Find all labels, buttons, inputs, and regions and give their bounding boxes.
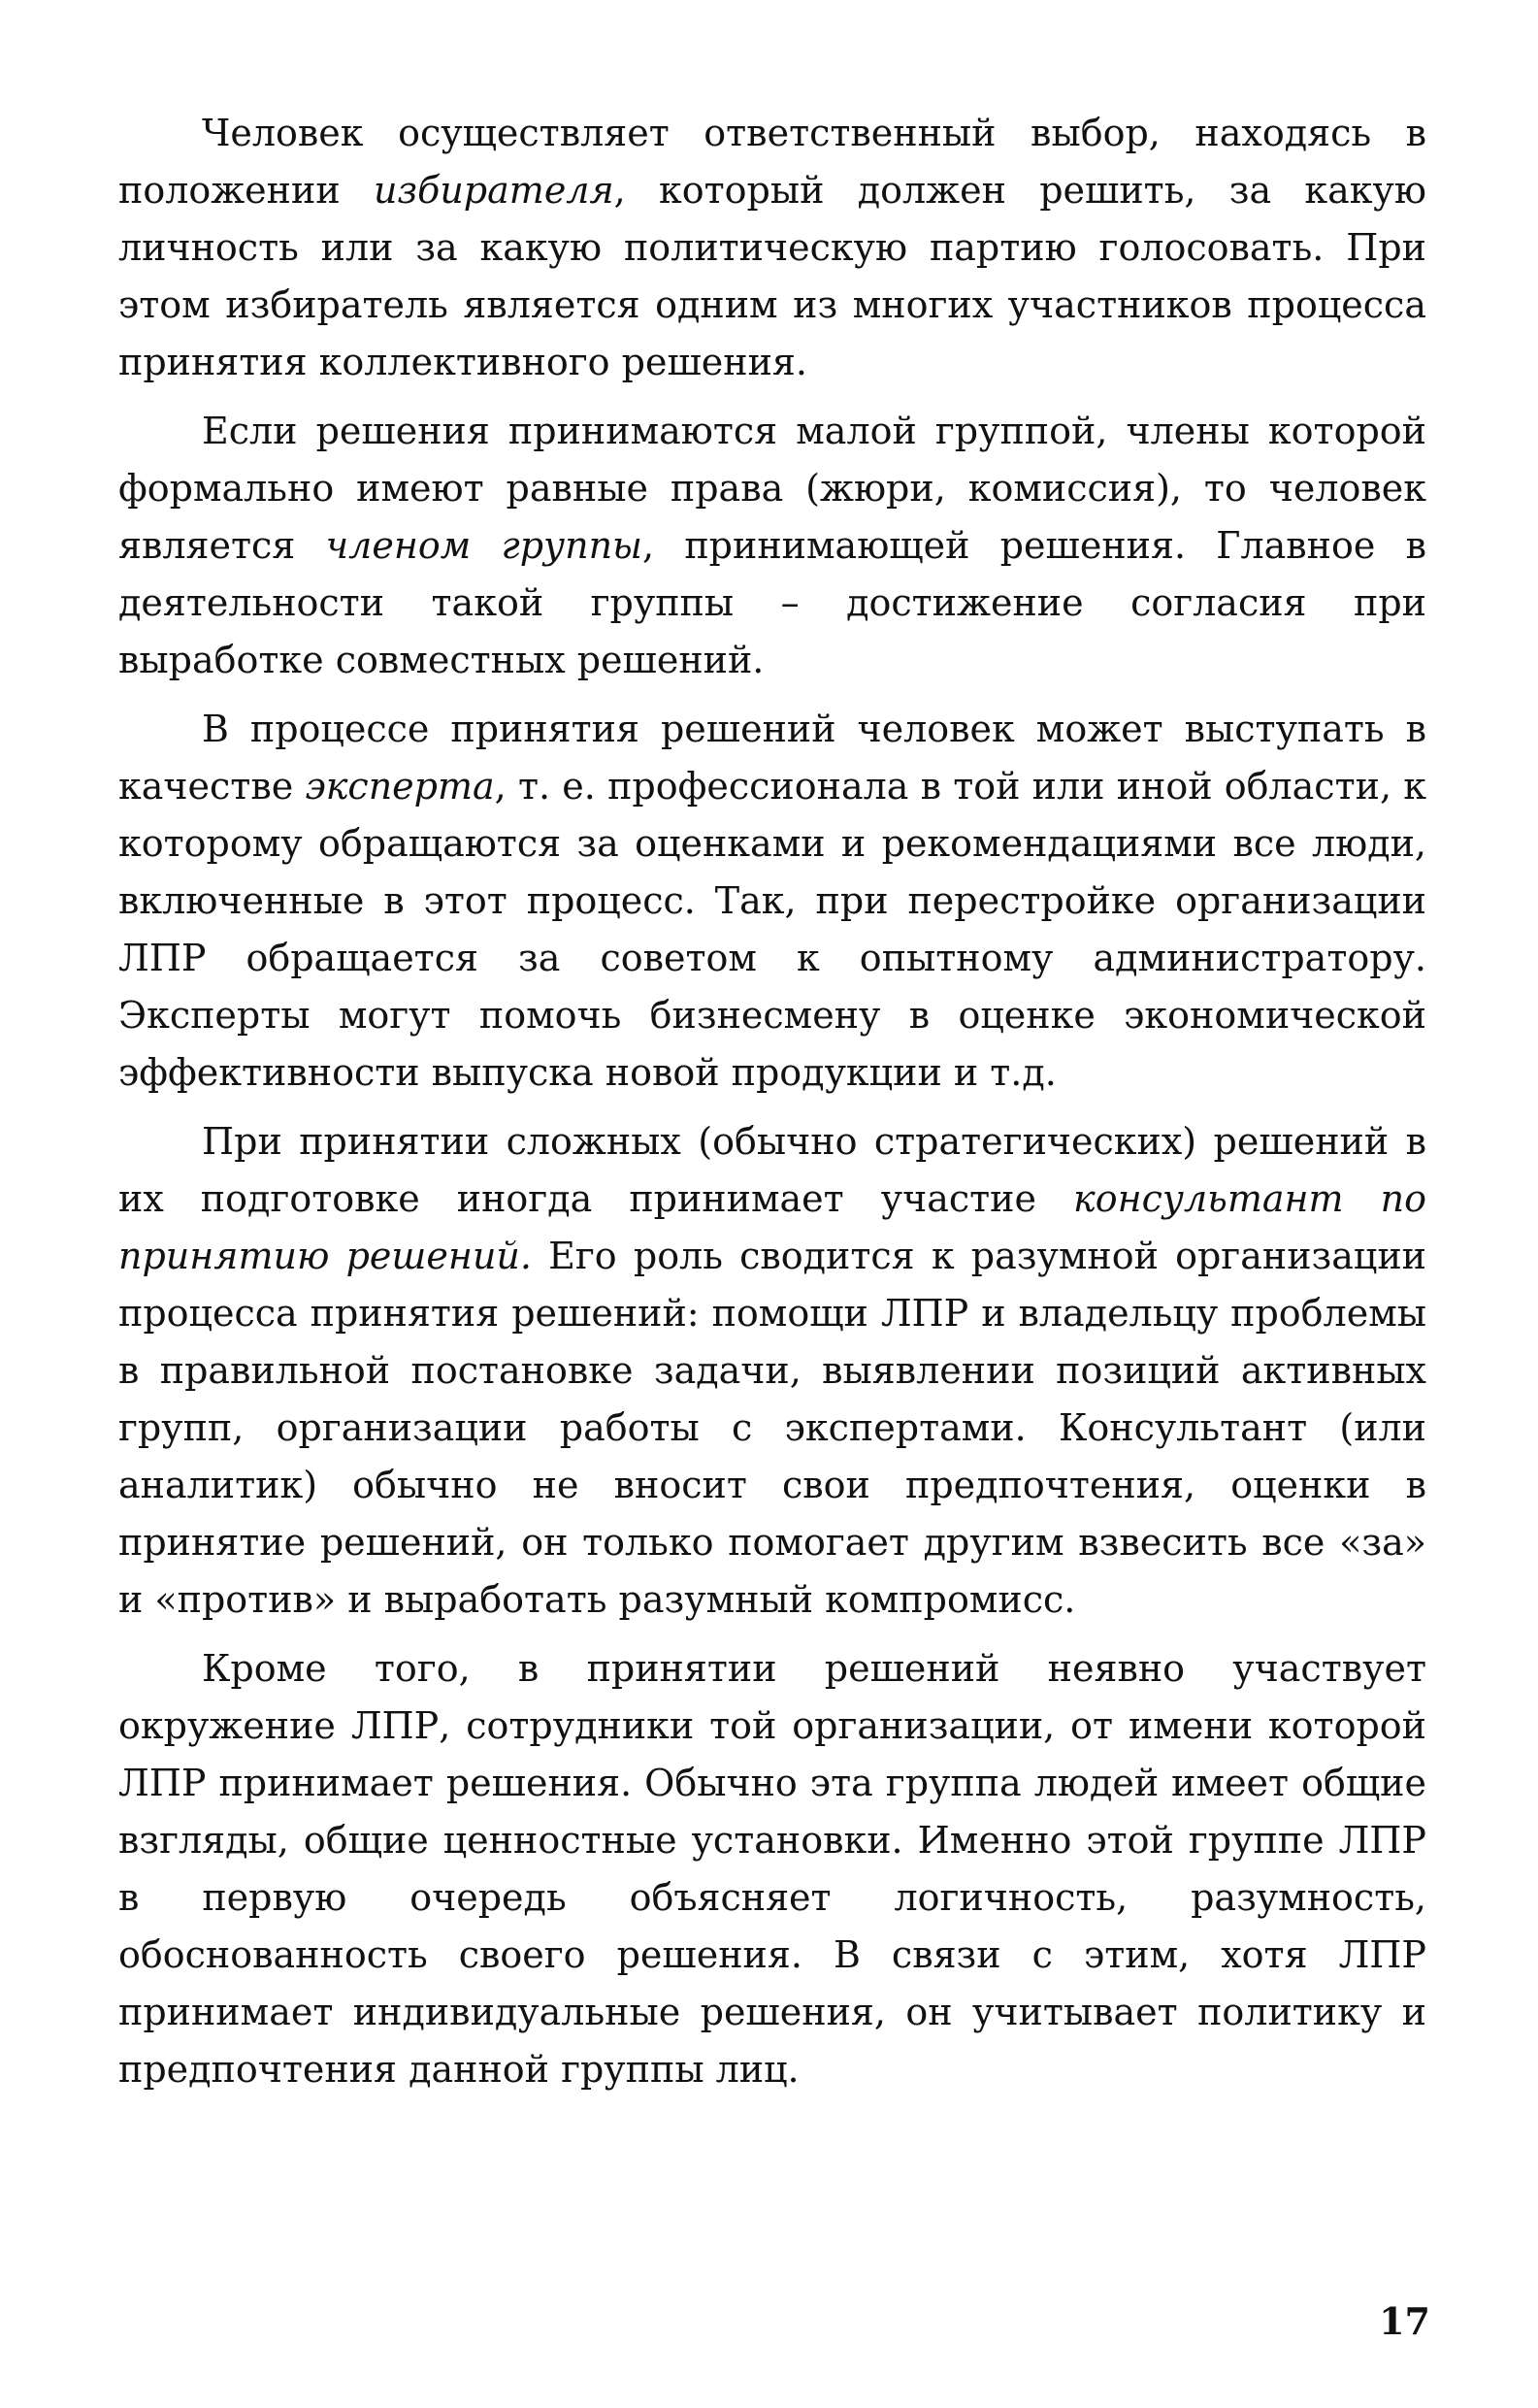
text-run: Если решения принимаются малой группой, члены которой формально имеют равные права (жюри, комиссия), то человек является bbox=[118, 410, 1426, 567]
text-run: , принимающей решения. Главное в деятельности такой группы – достижение согласия при выработке совместных решений. bbox=[118, 524, 1426, 681]
text-run: , т. е. профессионала в той или иной области, к которому обращаются за оценками и рекомендациями все люди, включенные в этот процесс. Так, при перестройке организации ЛПР обращается за советом к опытному администратору. Эксперты могут помочь бизнесмену в оценке экономической эффективности выпуска новой продукции и т.д. bbox=[118, 765, 1426, 1094]
paragraph-1 bbox=[118, 105, 1426, 391]
italic-term: членом группы bbox=[325, 524, 642, 567]
text-run: Человек осуществляет ответственный выбор, находясь в положении bbox=[118, 112, 1426, 212]
paragraph-3 bbox=[118, 701, 1426, 1102]
italic-term: избирателя bbox=[373, 169, 614, 212]
page-body bbox=[118, 105, 1426, 2110]
text-run: Его роль сводится к разумной организации процесса принятия решений: помощи ЛПР и владельцу проблемы в правильной постановке задачи, выявлении позиций активных групп, организации работы с экспертами. Консультант (или аналитик) обычно не вносит свои предпочтения, оценки в принятие решений, он только помогает другим взвесить все «за» и «против» и выработать разумный компромисс. bbox=[118, 1235, 1426, 1621]
paragraph-5 bbox=[118, 1640, 1426, 2098]
text-run: Кроме того, в принятии решений неявно участвует окружение ЛПР, сотрудники той организации, от имени которой ЛПР принимает решения. Обычно эта группа людей имеет общие взгляды, общие ценностные установки. Именно этой группе ЛПР в первую очередь объясняет логичность, разумность, обоснованность своего решения. В связи с этим, хотя ЛПР принимает индивидуальные решения, он учитывает политику и предпочтения данной группы лиц. bbox=[118, 1647, 1426, 2091]
text-run: , который должен решить, за какую личность или за какую политическую партию голосовать. При этом избиратель является одним из многих участников процесса принятия коллективного решения. bbox=[118, 169, 1426, 383]
italic-term: эксперта bbox=[305, 765, 495, 808]
italic-term: консультант по принятию решений. bbox=[118, 1177, 1426, 1277]
page-number: 17 bbox=[1379, 2299, 1430, 2343]
text-run: В процессе принятия решений человек может выступать в качестве bbox=[118, 708, 1426, 808]
paragraph-2 bbox=[118, 403, 1426, 689]
text-run: При принятии сложных (обычно стратегических) решений в их подготовке иногда принимает участие bbox=[118, 1120, 1426, 1220]
paragraph-4 bbox=[118, 1113, 1426, 1629]
